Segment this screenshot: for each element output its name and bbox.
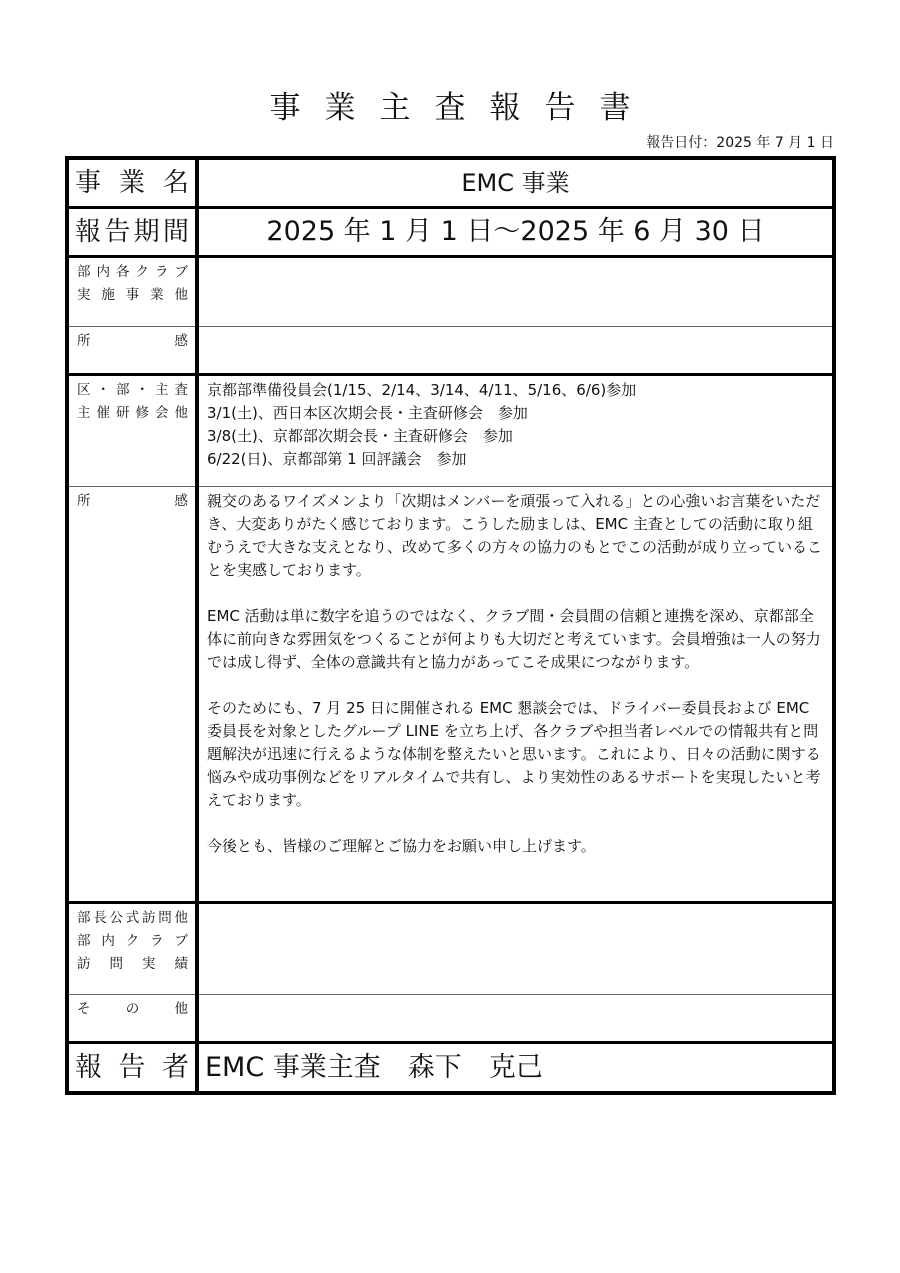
- label-char: 会: [155, 405, 169, 421]
- label-line: [77, 284, 188, 307]
- label-char: 実: [142, 956, 156, 972]
- label-char: 実: [77, 287, 91, 303]
- label-char: 部: [77, 264, 91, 280]
- label-district-events: [67, 375, 197, 487]
- row-other: [67, 995, 834, 1043]
- label-line: [77, 907, 188, 930]
- label-char: ラ: [155, 264, 169, 280]
- label-char: 内: [96, 264, 110, 280]
- label-char: そ: [77, 1001, 91, 1017]
- label-char: ブ: [174, 264, 188, 280]
- value-club-events: [199, 258, 832, 261]
- row-district-impressions: [67, 487, 834, 903]
- document-title: 事業主査報告書: [269, 90, 655, 126]
- value-reporter: EMC 事業主査 森下 克己: [205, 1052, 543, 1083]
- label-char: 事: [125, 287, 140, 303]
- label-char: 業: [118, 168, 145, 198]
- row-period: [67, 208, 834, 257]
- label-char: 問: [158, 910, 172, 926]
- label-char: ク: [125, 933, 140, 949]
- value-other: [199, 995, 832, 998]
- label-char: 他: [174, 405, 188, 421]
- impression-paragraph: そのためにも、7 月 25 日に開催される EMC 懇談会では、ドライバー委員長および EMC 委員長を対象としたグループ LINE を立ち上げ、各クラブや担当者レベルでの情報共有と問題解決が迅速に行えるような体制を整えたいと思います。これにより、日々の活動に関する悩みや成功事例などをリアルタイムで共有し、より実効性のあるサポートを実現したいと考えております。: [207, 699, 821, 809]
- label-char: 感: [174, 493, 188, 509]
- label-char: ・: [135, 382, 149, 398]
- report-table: [65, 156, 836, 1095]
- label-char: 期: [133, 217, 160, 247]
- label-char: 内: [101, 933, 115, 949]
- label-char: 訪: [142, 910, 156, 926]
- label-char: 報: [75, 217, 102, 247]
- label-district-impressions: [67, 487, 197, 903]
- label-char: 部: [77, 933, 91, 949]
- report-date: 報告日付：2025 年 7 月 1 日: [646, 135, 834, 151]
- label-business-name: [67, 158, 197, 208]
- event-line: 6/22(日)、京都部第 1 回評議会 参加: [207, 450, 467, 468]
- label-char: 他: [174, 910, 188, 926]
- label-char: 区: [77, 382, 91, 398]
- label-char: 研: [116, 405, 130, 421]
- event-line: 3/8(土)、京都部次期会長・主査研修会 参加: [207, 427, 513, 445]
- label-line: [77, 953, 188, 976]
- label-char: 問: [109, 956, 123, 972]
- label-char: 事: [75, 168, 102, 198]
- event-line: 3/1(土)、西日本区次期会長・主査研修会 参加: [207, 404, 528, 422]
- label-other: [67, 995, 197, 1043]
- label-char: 告: [118, 1052, 146, 1083]
- label-char: 部: [77, 910, 91, 926]
- label-char: 訪: [77, 956, 91, 972]
- value-official-visits: [199, 904, 832, 907]
- label-char: 者: [162, 1052, 189, 1083]
- label-char: 施: [101, 287, 115, 303]
- label-char: ブ: [174, 933, 188, 949]
- row-district-events: [67, 375, 834, 487]
- label-char: ・: [96, 382, 110, 398]
- label-char: 部: [116, 382, 130, 398]
- label-line: [77, 930, 188, 953]
- value-club-impressions: [199, 327, 832, 330]
- label-char: 名: [162, 168, 189, 198]
- label-char: 主: [77, 405, 91, 421]
- label-char: 他: [174, 1001, 188, 1017]
- label-reporter: [67, 1043, 197, 1094]
- label-char: 催: [96, 405, 110, 421]
- value-period: 2025 年 1 月 1 日～2025 年 6 月 30 日: [266, 216, 765, 247]
- row-business-name: [67, 158, 834, 208]
- label-char: 業: [150, 287, 164, 303]
- value-district-events: [199, 376, 832, 471]
- label-char: 所: [77, 493, 91, 509]
- row-official-visits: [67, 903, 834, 995]
- event-line: 京都部準備役員会(1/15、2/14、3/14、4/11、5/16、6/6)参加: [207, 381, 637, 399]
- row-reporter: [67, 1043, 834, 1094]
- label-char: ク: [135, 264, 149, 280]
- impression-paragraph: 今後とも、皆様のご理解とご協力をお願い申し上げます。: [207, 837, 596, 855]
- value-district-impressions: [199, 487, 832, 858]
- label-char: 式: [125, 910, 140, 926]
- impression-paragraph: 親交のあるワイズメンより「次期はメンバーを頑張って入れる」との心強いお言葉をいただき、大変ありがたく感じております。こうした励ましは、EMC 主査としての活動に取り組むうえで大きな支えとなり、改めて多くの方々の協力のもとでこの活動が成り立っていることを実感しております。: [207, 492, 823, 579]
- value-business-name: EMC 事業: [461, 169, 570, 197]
- row-club-events: [67, 257, 834, 327]
- label-char: 感: [174, 333, 188, 349]
- label-char: ラ: [150, 933, 164, 949]
- label-line: [77, 402, 188, 425]
- label-char: 各: [116, 264, 130, 280]
- row-club-impressions: [67, 327, 834, 375]
- label-club-events: [67, 257, 197, 327]
- label-period: [67, 208, 197, 257]
- label-char: 告: [104, 217, 131, 247]
- label-char: 修: [135, 405, 149, 421]
- label-char: 他: [174, 287, 188, 303]
- label-char: 間: [162, 217, 189, 247]
- label-club-impressions: [67, 327, 197, 375]
- label-char: 所: [77, 333, 91, 349]
- label-char: 主: [155, 382, 169, 398]
- impression-paragraph: EMC 活動は単に数字を追うのではなく、クラブ間・会員間の信頼と連携を深め、京都部全体に前向きな雰囲気をつくることが何よりも大切だと考えています。会員増強は一人の努力では成し得ず、全体の意識共有と協力があってこそ成果につながります。: [207, 607, 821, 671]
- label-char: 公: [109, 910, 123, 926]
- label-char: 長: [93, 910, 107, 926]
- label-official-visits: [67, 903, 197, 995]
- label-char: 査: [174, 382, 188, 398]
- label-line: [77, 379, 188, 402]
- label-line: [77, 261, 188, 284]
- label-char: 報: [75, 1052, 102, 1083]
- label-char: の: [125, 1001, 140, 1017]
- label-char: 績: [174, 956, 188, 972]
